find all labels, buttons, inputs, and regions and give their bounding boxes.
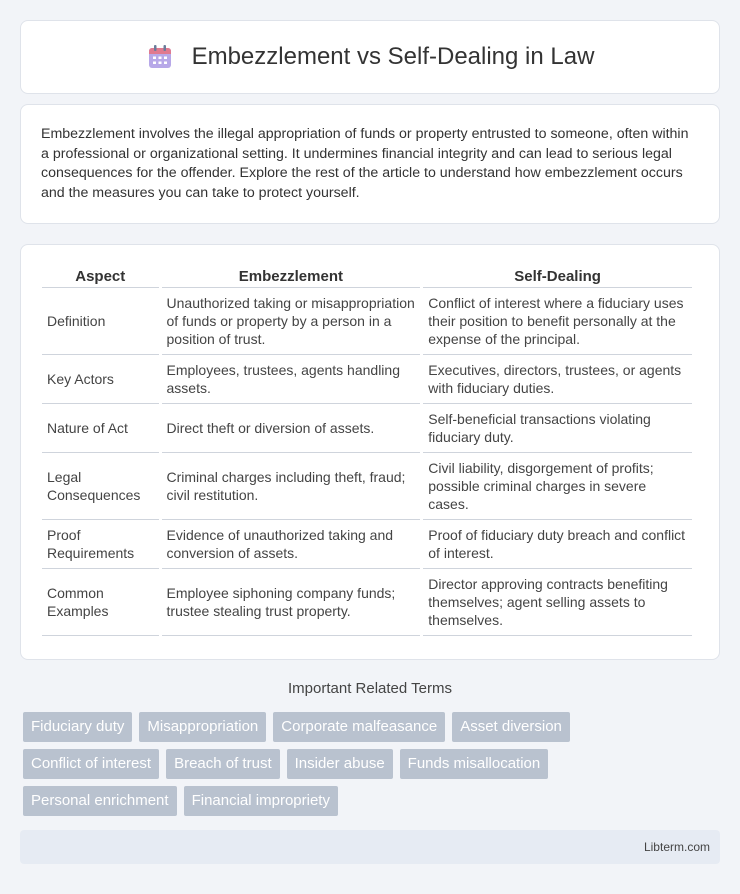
term-tag[interactable]: Breach of trust [166, 749, 280, 779]
row-embezzlement: Criminal charges including theft, fraud; civil restitution. [162, 453, 421, 520]
intro-card [20, 104, 720, 224]
term-tag[interactable]: Corporate malfeasance [273, 712, 445, 742]
row-aspect: Key Actors [42, 355, 159, 404]
table-header-row [42, 266, 692, 288]
row-aspect: Common Examples [42, 569, 159, 636]
row-embezzlement: Employees, trustees, agents handling assets. [162, 355, 421, 404]
row-embezzlement: Direct theft or diversion of assets. [162, 404, 421, 453]
table-row [42, 355, 692, 404]
table-row [42, 520, 692, 569]
term-tag[interactable]: Funds misallocation [400, 749, 549, 779]
row-self-dealing: Civil liability, disgorgement of profits; possible criminal charges in severe cases. [423, 453, 692, 520]
term-tag[interactable]: Asset diversion [452, 712, 570, 742]
table-row [42, 404, 692, 453]
row-aspect: Definition [42, 288, 159, 355]
term-tag[interactable]: Insider abuse [287, 749, 393, 779]
footer-link[interactable]: Libterm.com [643, 840, 710, 854]
term-tag[interactable]: Misappropriation [139, 712, 266, 742]
term-tag[interactable]: Conflict of interest [23, 749, 159, 779]
row-self-dealing: Executives, directors, trustees, or agents with fiduciary duties. [423, 355, 692, 404]
intro-text: Embezzlement involves the illegal appropriation of funds or property entrusted to someone, often within a professional or organizational setting. It undermines financial integrity and can lead to serious legal consequences for the offender. Explore the rest of the article to understand how embezzlement occurs and the measures you can take to protect yourself. [41, 126, 689, 201]
row-aspect: Legal Consequences [42, 453, 159, 520]
header-self-dealing: Self-Dealing [423, 266, 692, 288]
page-title: Embezzlement vs Self-Dealing in Law [191, 43, 595, 70]
table-row [42, 453, 692, 520]
comparison-table [39, 266, 695, 636]
calendar-icon [146, 43, 174, 71]
title-card [20, 20, 720, 94]
term-tag[interactable]: Fiduciary duty [23, 712, 132, 742]
table-row [42, 288, 692, 355]
row-self-dealing: Proof of fiduciary duty breach and conflict of interest. [423, 520, 692, 569]
related-terms-title: Important Related Terms [288, 680, 452, 697]
footer [20, 830, 720, 864]
term-tag[interactable]: Personal enrichment [23, 786, 177, 816]
row-aspect: Nature of Act [42, 404, 159, 453]
header-embezzlement: Embezzlement [162, 266, 421, 288]
row-self-dealing: Conflict of interest where a fiduciary uses their position to benefit personally at the expense of the principal. [423, 288, 692, 355]
row-self-dealing: Director approving contracts benefiting themselves; agent selling assets to themselves. [423, 569, 692, 636]
row-embezzlement: Employee siphoning company funds; trustee stealing trust property. [162, 569, 421, 636]
row-aspect: Proof Requirements [42, 520, 159, 569]
row-embezzlement: Evidence of unauthorized taking and conversion of assets. [162, 520, 421, 569]
row-self-dealing: Self-beneficial transactions violating fiduciary duty. [423, 404, 692, 453]
related-terms-list [23, 712, 663, 823]
comparison-card [20, 244, 720, 660]
header-aspect: Aspect [42, 266, 159, 288]
row-embezzlement: Unauthorized taking or misappropriation of funds or property by a person in a position of trust. [162, 288, 421, 355]
term-tag[interactable]: Financial impropriety [184, 786, 338, 816]
table-row [42, 569, 692, 636]
